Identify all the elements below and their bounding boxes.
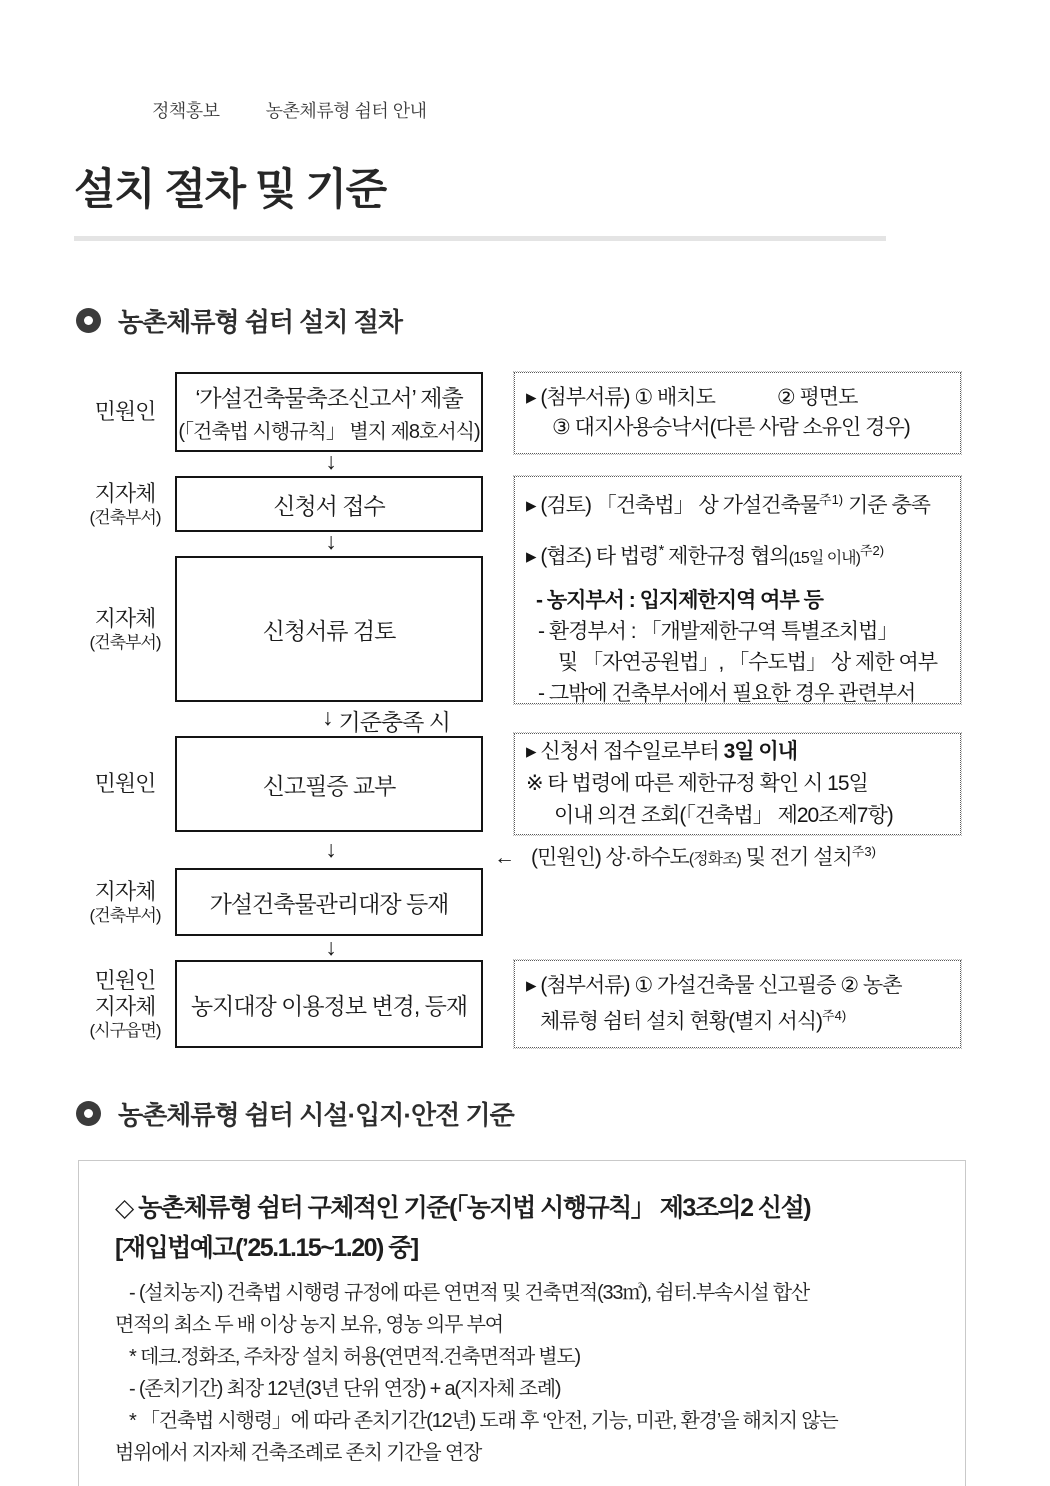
- criteria-line: * 데크.정화조, 주차장 설치 허용(연면적.건축면적과 별도): [129, 1346, 580, 1368]
- flow-box-line: ‘가설건축물축조신고서’ 제출: [195, 385, 463, 411]
- flow-box-ledger: [175, 868, 483, 936]
- breadcrumb: [152, 97, 427, 123]
- bullseye-icon: [76, 308, 101, 333]
- actor-label: 민원인: [94, 967, 156, 993]
- section2-title: 농촌체류형 쉼터 시설·입지·안전 기준: [118, 1100, 514, 1130]
- footnote-ref: 주2): [859, 543, 885, 558]
- flow-box-line: 신청서 접수: [273, 492, 385, 519]
- down-arrow-icon: ↓: [322, 704, 333, 730]
- criteria-line: - (설치농지) 건축법 시행령 규정에 따른 연면적 및 건축면적(33㎡), 쉼터.부속시설 합산: [129, 1282, 809, 1304]
- note-text: ▸ (검토) 「건축법」 상 가설건축물$^{주1)}$ 기준 충족: [526, 492, 930, 517]
- title-divider: [74, 236, 886, 241]
- actor-sublabel: (시구읍면): [89, 1020, 161, 1040]
- actor-label: 지자체: [94, 878, 156, 904]
- flow-box-submit: [175, 372, 483, 452]
- note-text: - 환경부서 : 「개발제한구역 특별조치법」: [538, 620, 898, 643]
- branch-label: 기준충족 시: [338, 709, 450, 735]
- section1-title: 농촌체류형 쉼터 설치 절차: [118, 307, 402, 337]
- footnote-ref: 주1): [819, 492, 844, 507]
- flow-box-line: 신청서류 검토: [262, 617, 396, 644]
- criteria-line: * 「건축법 시행령」에 따라 존치기간(12년) 도래 후 ‘안전, 기능, 미관, 환경’을 해치지 않는: [129, 1410, 838, 1432]
- actor-sublabel: (건축부서): [89, 632, 161, 652]
- criteria-line: - (존치기간) 최장 12년(3년 단위 연장) + a(지자체 조례): [129, 1378, 561, 1400]
- note-text: ② 평면도: [776, 386, 858, 409]
- flow-box-farmland-register: [175, 960, 483, 1048]
- branch-condition: [322, 704, 450, 737]
- flow-box-receive: [175, 476, 483, 532]
- note-attachments-1: [514, 372, 961, 454]
- actor-label: 민원인: [94, 771, 156, 796]
- note-text: 및 「자연공원법」, 「수도법」 상 제한 여부: [558, 651, 938, 674]
- actor-row4: [72, 736, 178, 832]
- actor-label: 지자체: [94, 480, 156, 506]
- actor-row6: [72, 960, 178, 1048]
- note-text: - 농지부서 : 입지제한지역 여부 등: [536, 589, 823, 612]
- down-arrow-icon: ↓: [325, 448, 337, 474]
- breadcrumb-item-policy[interactable]: 정책홍보: [152, 101, 220, 121]
- note-text: ※ 타 법령에 따른 제한규정 확인 시 15일: [526, 772, 868, 795]
- section1-heading: [76, 302, 402, 339]
- flow-box-certificate: [175, 736, 483, 832]
- footnote-ref: 주4): [822, 1008, 847, 1023]
- breadcrumb-item-shelter-guide[interactable]: 농촌체류형 쉼터 안내: [265, 101, 427, 121]
- note-text: - 그밖에 건축부서에서 필요한 경우 관련부서: [538, 682, 916, 705]
- note-deadline: [514, 733, 961, 835]
- criteria-title-line2: [재입법예고(’25.1.15~1.20) 중]: [115, 1234, 418, 1262]
- note-text: 이내 의견 조회(「건축법」 제20조제7항): [554, 804, 893, 827]
- actor-sublabel: (건축부서): [89, 507, 161, 527]
- note-attachments-2: [514, 960, 961, 1048]
- left-arrow-icon: ←: [494, 846, 514, 869]
- flow-box-line: 농지대장 이용정보 변경, 등재: [190, 992, 468, 1019]
- note-text: ③ 대지사용승낙서(다른 사람 소유인 경우): [552, 416, 910, 439]
- criteria-line: 면적의 최소 두 배 이상 농지 보유, 영농 의무 부여: [115, 1314, 503, 1336]
- criteria-title-line1: ◇ 농촌체류형 쉼터 구체적인 기준(「농지법 시행규칙」 제3조의2 신설): [115, 1194, 811, 1222]
- asterisk-ref: *: [658, 542, 664, 559]
- actor-row5: [72, 868, 178, 936]
- note-text: ▸ (첨부서류) ① 가설건축물 신고필증 ② 농촌: [526, 974, 902, 997]
- side-note-text: (민원인) 상·하수도(정화조) 및 전기 설치$^{주3)}$: [531, 844, 876, 869]
- flow-box-line: 신고필증 교부: [262, 772, 396, 799]
- down-arrow-icon: ↓: [325, 934, 337, 960]
- note-text: 체류형 쉼터 설치 현황(별지 서식)$^{주4)}$: [540, 1008, 847, 1033]
- flow-box-line: (「건축법 시행규칙」 별지 제8호서식): [178, 421, 480, 443]
- bullseye-icon: [76, 1101, 101, 1126]
- deadline-emphasis: 3일 이내: [723, 740, 797, 763]
- side-note-utilities: [494, 841, 876, 871]
- flow-box-line: 가설건축물관리대장 등재: [209, 890, 449, 917]
- criteria-title: [115, 1188, 937, 1268]
- page-title: 설치 절차 및 기준: [74, 166, 386, 214]
- note-text: ▸ (협조) 타 법령* 제한규정 협의(15일 이내)$^{주2)}$: [526, 542, 885, 568]
- actor-label: 지자체: [94, 993, 156, 1019]
- actor-sublabel: (건축부서): [89, 905, 161, 925]
- down-arrow-icon: ↓: [325, 836, 337, 862]
- criteria-body: [115, 1277, 937, 1469]
- actor-label: 지자체: [94, 605, 156, 631]
- criteria-box: [78, 1160, 966, 1486]
- note-text: ▸ (첨부서류) ① 배치도: [526, 386, 715, 409]
- note-review-cooperation: [514, 476, 961, 704]
- footnote-ref: 주3): [851, 844, 876, 859]
- section2-heading: [76, 1095, 514, 1132]
- actor-row2: [72, 476, 178, 532]
- note-text: ▸ 신청서 접수일로부터 3일 이내: [526, 740, 797, 763]
- actor-row3: [72, 556, 178, 702]
- actor-label: 민원인: [94, 399, 156, 424]
- flow-box-document-review: [175, 556, 483, 702]
- actor-row1: [72, 372, 178, 452]
- down-arrow-icon: ↓: [325, 528, 337, 554]
- criteria-line: 범위에서 지자체 건축조례로 존치 기간을 연장: [115, 1442, 482, 1464]
